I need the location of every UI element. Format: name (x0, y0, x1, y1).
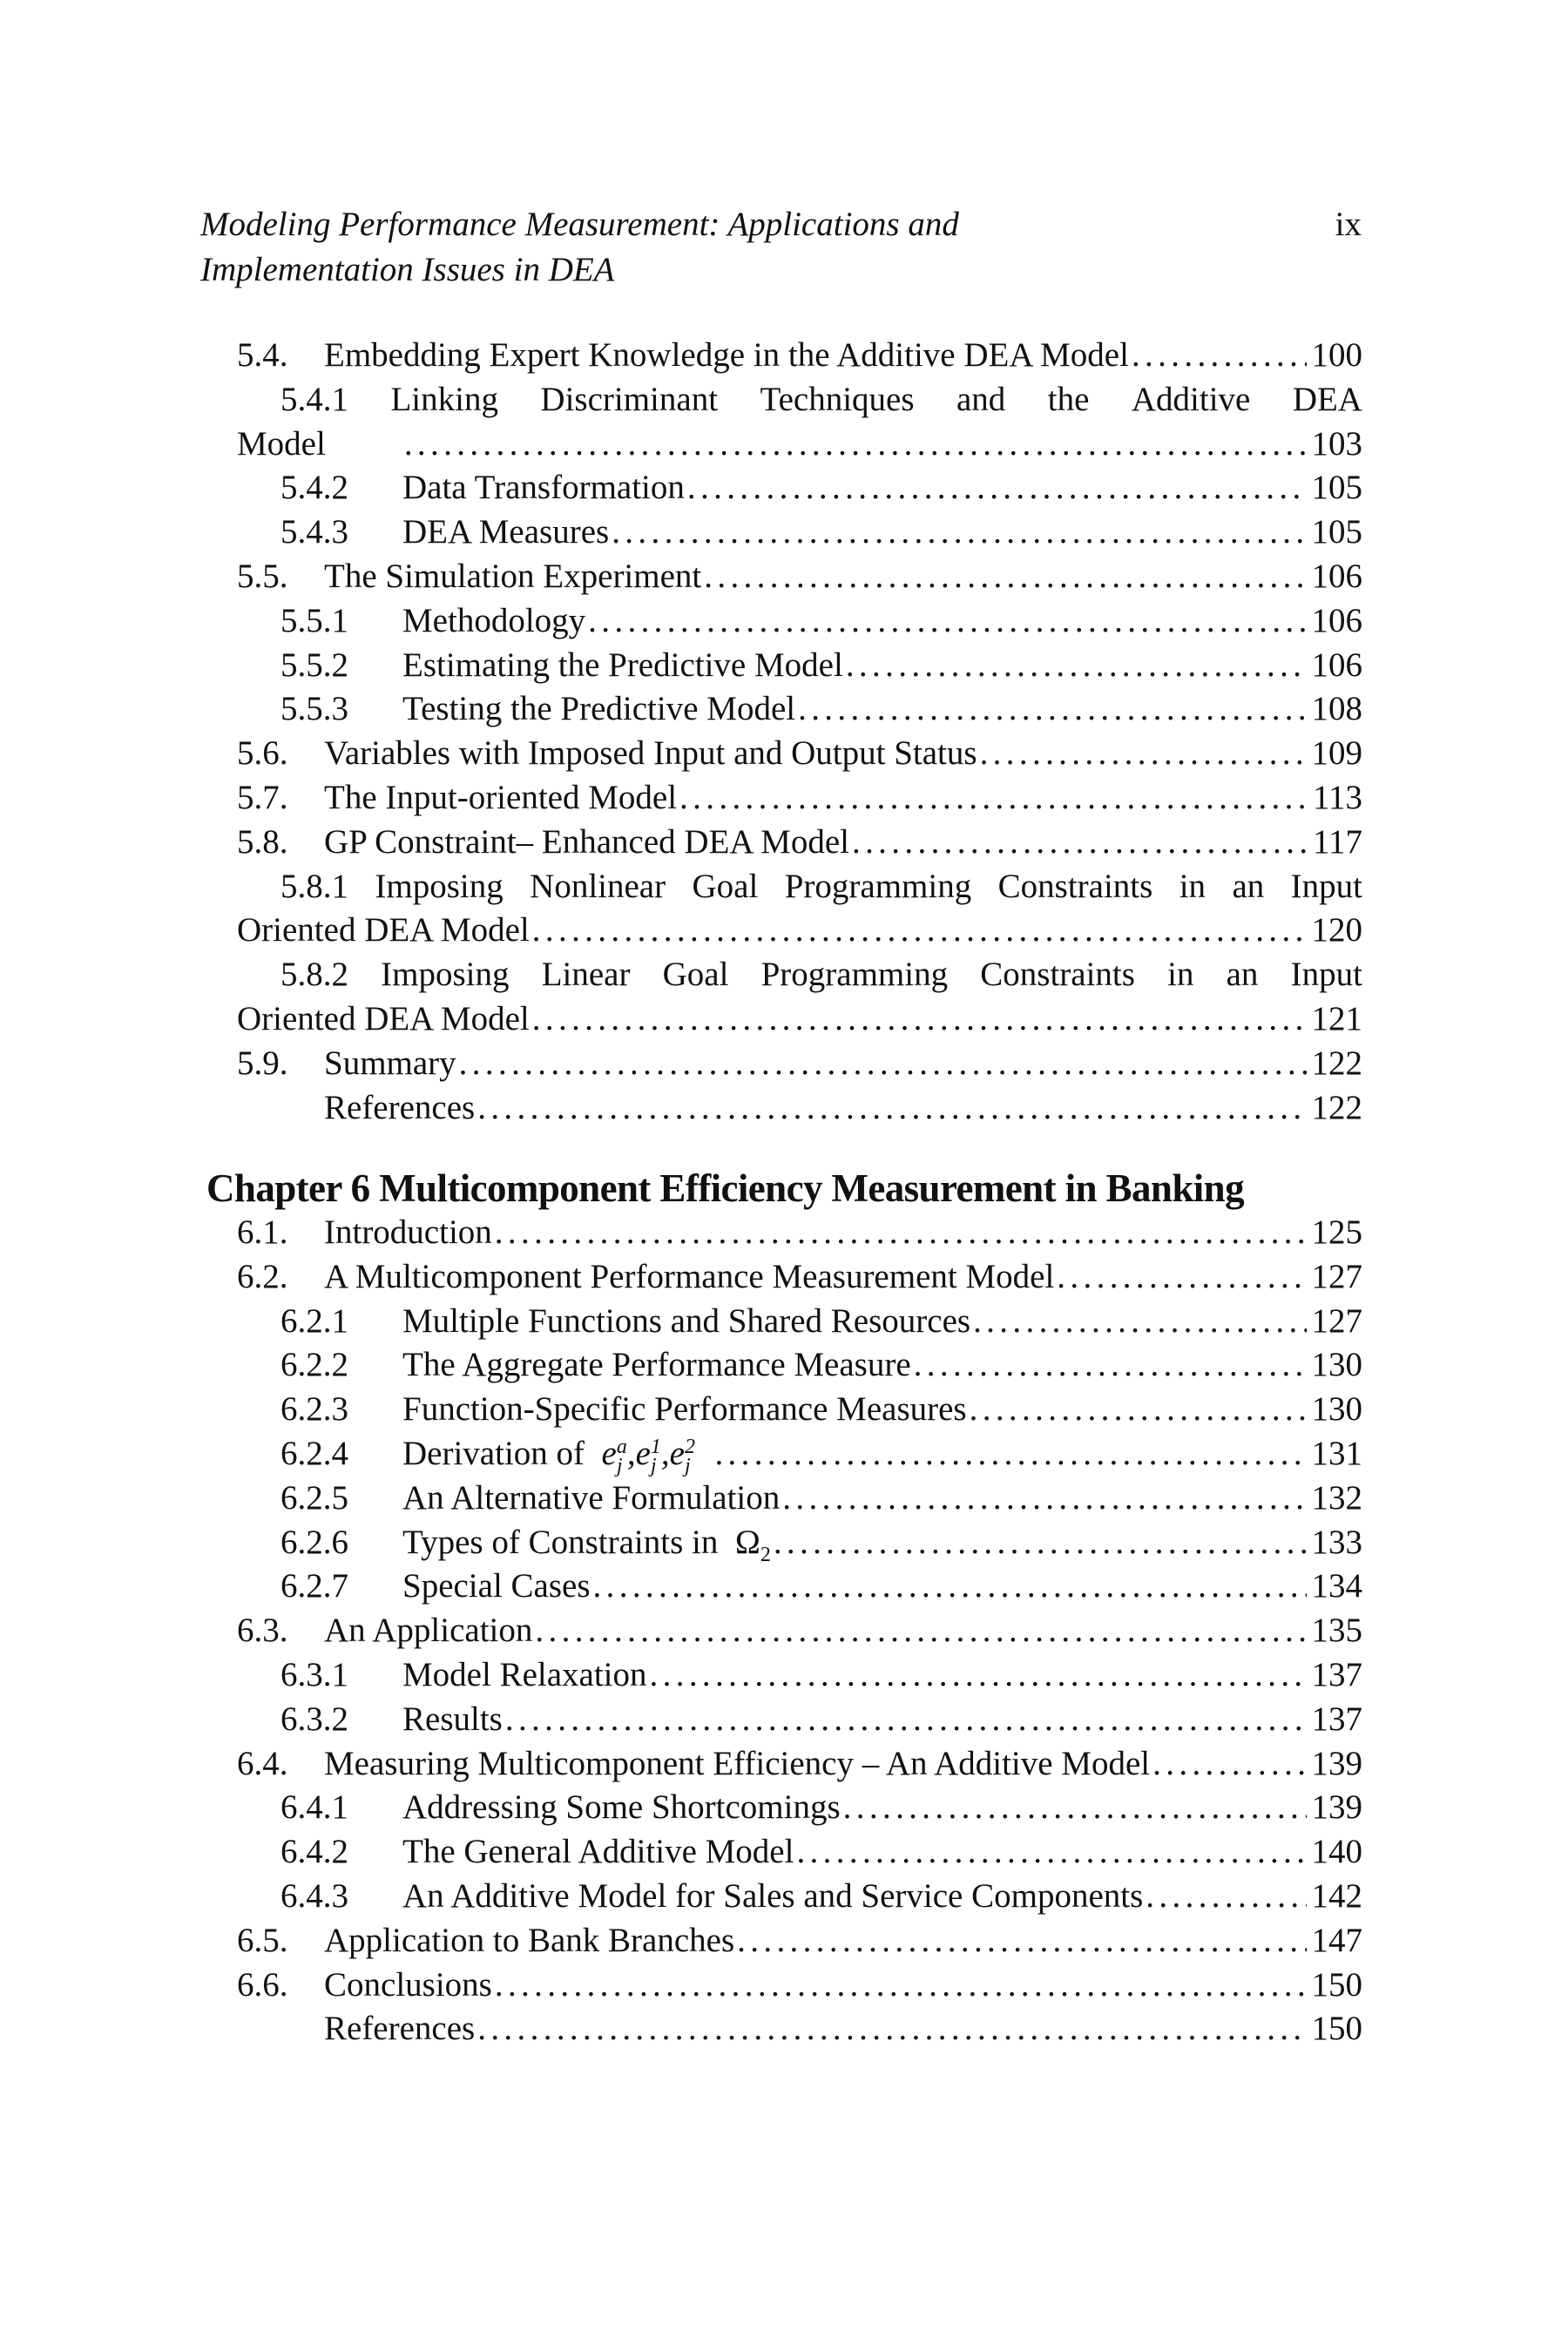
justified-title-line (280, 953, 1362, 997)
page-ref: 113 (1312, 778, 1362, 816)
toc-entry-line (237, 1042, 1362, 1086)
script-stack (685, 1437, 695, 1476)
title-word: Imposing (381, 956, 510, 994)
section-number: 6.2.3 (280, 1390, 348, 1429)
e-1-term (635, 1434, 661, 1478)
dot-leader (532, 909, 1307, 953)
toc-entry-line (280, 687, 1362, 732)
section-number: 5.4.3 (280, 513, 348, 551)
toc-entry-line (280, 1521, 1362, 1565)
toc-entry-line (237, 776, 1362, 821)
title-text: Function-Specific Performance Measures (402, 1390, 967, 1429)
page-ref: 106 (1311, 601, 1362, 639)
dot-leader (532, 997, 1307, 1042)
section-title (402, 687, 798, 732)
toc-entry (237, 2007, 1362, 2051)
toc-entry-line (280, 1698, 1362, 1742)
page-ref: 100 (1311, 336, 1362, 374)
section-title (402, 1653, 650, 1698)
page-ref: 134 (1311, 1567, 1362, 1605)
section-title (402, 1343, 914, 1388)
title-word: Input (1290, 956, 1362, 994)
title-word: Linking (390, 380, 498, 418)
page-ref: 125 (1311, 1213, 1362, 1251)
script-stack (617, 1437, 627, 1476)
section-number: 6.4.2 (280, 1833, 348, 1871)
toc-chapter-6 (237, 1211, 1362, 2051)
section-number: 6.6. (237, 1965, 288, 2004)
section-number (237, 1086, 324, 1131)
title-text: The Aggregate Performance Measure (402, 1346, 911, 1384)
toc-entry-line (280, 1875, 1362, 1919)
title-text: Methodology (402, 601, 586, 639)
section-number: 5.4. (237, 336, 288, 374)
title-word: an (1226, 956, 1259, 994)
toc-entry-wrapped-first-line (237, 865, 1362, 909)
section-number: 5.5.2 (280, 645, 348, 684)
title-text: Conclusions (324, 1965, 492, 2004)
page-ref: 130 (1311, 1346, 1362, 1384)
toc-entry-line (237, 1609, 1362, 1653)
toc-entry (237, 1565, 1362, 1609)
toc-entry (237, 1609, 1362, 1653)
toc-entry (237, 1521, 1362, 1565)
section-number: 6.2.5 (280, 1478, 348, 1517)
section-number: 6.5. (237, 1921, 288, 1959)
title-word: Goal (662, 956, 729, 994)
running-header-line-2: Implementation Issues in DEA (200, 251, 615, 288)
section-number: 6.3. (237, 1612, 288, 1650)
e-a-term (601, 1434, 627, 1478)
title-word: Constraints (997, 867, 1153, 905)
title-text: Application to Bank Branches (324, 1921, 735, 1959)
dot-leader (1152, 1742, 1307, 1787)
title-text: Types of Constraints in (402, 1523, 719, 1561)
page-ref: 142 (1311, 1876, 1362, 1915)
title-word: an (1232, 867, 1265, 905)
dot-leader (970, 1388, 1307, 1432)
title-text: The Simulation Experiment (324, 557, 702, 595)
dot-leader (846, 644, 1307, 688)
section-number: 5.6. (237, 734, 288, 773)
dot-leader (914, 1343, 1307, 1388)
page-ref: 109 (1311, 734, 1362, 773)
section-title (402, 1521, 774, 1565)
section-number: 5.4.1 (280, 380, 348, 418)
dot-leader (1057, 1255, 1307, 1300)
dot-leader (1132, 334, 1307, 378)
dot-leader (404, 422, 1307, 467)
section-title (324, 732, 980, 776)
section-number: 5.8. (237, 822, 288, 861)
toc-entry (237, 1042, 1362, 1086)
dot-leader (505, 1698, 1307, 1742)
section-number: 6.4.1 (280, 1788, 348, 1827)
toc-entry-line (280, 1830, 1362, 1875)
title-word: Input (1290, 867, 1362, 905)
toc-entry-line (237, 997, 1362, 1042)
toc-entry-line (237, 1742, 1362, 1787)
title-word: Techniques (760, 380, 915, 418)
omega-symbol (734, 1523, 771, 1566)
title-word: Programming (784, 867, 972, 905)
dot-leader (980, 732, 1307, 776)
title-word: Goal (692, 867, 759, 905)
superscript: 1 (650, 1436, 661, 1459)
section-number: 5.5.3 (280, 690, 348, 728)
title-word: Linear (541, 956, 631, 994)
title-text: Introduction (324, 1213, 492, 1251)
toc-entry (237, 1086, 1362, 1131)
omega-subscript: 2 (760, 1543, 771, 1566)
toc-entry-line (237, 1211, 1362, 1255)
toc-entry (237, 555, 1362, 599)
toc-entry (237, 1211, 1362, 1255)
section-number: 6.1. (237, 1213, 288, 1251)
section-number (237, 2007, 324, 2051)
title-text: Testing the Predictive Model (402, 690, 796, 728)
section-number: 5.5. (237, 557, 288, 595)
section-title (402, 1388, 970, 1432)
toc-entry (237, 1653, 1362, 1698)
toc-entry-line (280, 1343, 1362, 1388)
toc-entry-wrapped-first-line (237, 378, 1362, 422)
page-ref: 105 (1311, 513, 1362, 551)
toc-entry-line (280, 644, 1362, 688)
title-word: Nonlinear (530, 867, 666, 905)
toc-entry (237, 821, 1362, 865)
subscript: j (650, 1455, 657, 1478)
title-word: Additive (1131, 380, 1251, 418)
title-text: Measuring Multicomponent Efficiency – An Additive Model (324, 1744, 1151, 1782)
toc-entry-continuation (237, 909, 1362, 953)
section-title (324, 1255, 1057, 1300)
dot-leader (1146, 1875, 1307, 1919)
dot-leader (593, 1565, 1307, 1609)
efficiency-symbols (601, 1434, 695, 1478)
toc-entry-line (280, 1432, 1362, 1477)
dot-leader (650, 1653, 1307, 1698)
toc-entry-line (280, 1477, 1362, 1521)
section-title (324, 555, 704, 599)
section-number: 6.2. (237, 1257, 288, 1295)
toc-entry-continuation (237, 422, 1362, 467)
page-ref: 108 (1311, 690, 1362, 728)
dot-leader (798, 687, 1307, 732)
superscript: 2 (684, 1436, 695, 1459)
section-title (324, 821, 852, 865)
toc-entry-line (237, 555, 1362, 599)
section-number: 5.7. (237, 778, 288, 816)
section-number: 6.2.6 (280, 1523, 348, 1561)
title-text: Multiple Functions and Shared Resources (402, 1301, 971, 1340)
page-ref: 132 (1311, 1478, 1362, 1517)
subscript: j (616, 1455, 623, 1478)
section-number: 6.4.3 (280, 1876, 348, 1915)
toc-entry (237, 1698, 1362, 1742)
script-stack (651, 1437, 661, 1476)
chapter-heading: Chapter 6 Multicomponent Efficiency Measurement in Banking (206, 1166, 1245, 1210)
section-number: 6.2.2 (280, 1346, 348, 1384)
toc-entry (237, 1477, 1362, 1521)
title-text: Variables with Imposed Input and Output Status (324, 734, 977, 773)
section-number: 5.8.1 (280, 867, 348, 905)
dot-leader (612, 510, 1307, 555)
e-letter: e (635, 1434, 651, 1472)
page-ref: 139 (1311, 1788, 1362, 1827)
comma-separator: , (660, 1434, 670, 1472)
title-text: Special Cases (402, 1567, 591, 1605)
toc-entry-line (280, 1300, 1362, 1344)
toc-entry-line (237, 422, 1362, 467)
toc-entry (237, 1786, 1362, 1830)
title-word: in (1179, 867, 1206, 905)
toc-entry-line (237, 1086, 1362, 1131)
dot-leader (796, 1830, 1307, 1875)
dot-leader (679, 776, 1307, 821)
title-text: Results (402, 1700, 503, 1738)
toc-entry-line (237, 732, 1362, 776)
dot-leader (782, 1477, 1307, 1521)
page-ref: 131 (1311, 1434, 1362, 1472)
subscript: j (684, 1455, 691, 1478)
toc-entry (237, 1830, 1362, 1875)
page-ref: 106 (1311, 557, 1362, 595)
dot-leader (495, 1963, 1307, 2008)
e-letter: e (601, 1434, 617, 1472)
title-word: DEA (1292, 380, 1362, 418)
toc-entry-line (280, 1388, 1362, 1432)
section-number: 5.9. (237, 1044, 288, 1082)
title-text: References (324, 2010, 476, 2048)
page-ref: 117 (1312, 822, 1362, 861)
section-number: 5.8.2 (280, 956, 348, 994)
title-word: Programming (760, 956, 949, 994)
section-title (402, 1698, 505, 1742)
section-title (402, 466, 687, 510)
dot-leader (477, 2007, 1307, 2051)
page-ref: 120 (1311, 911, 1362, 950)
title-text: DEA Measures (402, 513, 610, 551)
page-number: ix (1335, 206, 1362, 243)
toc-entry-line (237, 1255, 1362, 1300)
page-ref: 147 (1311, 1921, 1362, 1959)
section-title (402, 1875, 1146, 1919)
page-ref: 133 (1311, 1523, 1362, 1561)
title-word: Constraints (980, 956, 1135, 994)
toc-section-5-continued (237, 334, 1362, 1130)
comma-separator: , (626, 1434, 636, 1472)
section-title-continued: Oriented DEA Model (237, 999, 530, 1037)
section-title (324, 1211, 495, 1255)
toc-entry-line (280, 1653, 1362, 1698)
dot-leader (973, 1300, 1307, 1344)
dot-leader (843, 1786, 1307, 1830)
section-number: 6.3.2 (280, 1700, 348, 1738)
section-title-continued: Oriented DEA Model (237, 911, 530, 950)
toc-entry-line (280, 1565, 1362, 1609)
section-number: 6.2.1 (280, 1301, 348, 1340)
toc-entry (237, 1300, 1362, 1344)
e-2-term (669, 1434, 695, 1478)
section-number: 5.4.2 (280, 469, 348, 507)
section-title (402, 510, 612, 555)
dot-leader (774, 1521, 1307, 1565)
toc-entry-line (280, 1786, 1362, 1830)
title-word: Imposing (375, 867, 504, 905)
toc-entry (237, 776, 1362, 821)
page-ref: 140 (1311, 1833, 1362, 1871)
toc-entry (237, 1388, 1362, 1432)
title-text: Estimating the Predictive Model (402, 645, 843, 684)
page-ref: 150 (1311, 1965, 1362, 2004)
toc-entry-line (237, 909, 1362, 953)
page-ref: 135 (1311, 1612, 1362, 1650)
title-text: An Alternative Formulation (402, 1478, 781, 1517)
omega-letter: Ω (734, 1523, 760, 1561)
page-ref: 122 (1311, 1088, 1362, 1126)
toc-entry (237, 732, 1362, 776)
toc-entry (237, 687, 1362, 732)
section-title-continued: Model (237, 424, 326, 463)
toc-entry (237, 334, 1362, 378)
toc-entry (237, 1963, 1362, 2008)
toc-entry (237, 1742, 1362, 1787)
dot-leader (459, 1042, 1307, 1086)
toc-entry-wrapped-first-line (237, 953, 1362, 997)
title-text: Summary (324, 1044, 456, 1082)
dot-leader (477, 1086, 1307, 1131)
title-text: Data Transformation (402, 469, 685, 507)
dot-leader (737, 1919, 1307, 1963)
section-title (324, 1042, 459, 1086)
section-title (324, 1086, 477, 1131)
section-title (324, 1742, 1152, 1787)
justified-title-line (280, 865, 1362, 909)
toc-entry (237, 1343, 1362, 1388)
section-title (402, 1300, 973, 1344)
page-ref: 105 (1311, 469, 1362, 507)
title-text: Embedding Expert Knowledge in the Additive DEA Model (324, 336, 1129, 374)
toc-entry (237, 1255, 1362, 1300)
page-ref: 121 (1311, 999, 1362, 1037)
section-title (402, 1432, 714, 1477)
dot-leader (495, 1211, 1307, 1255)
title-text: References (324, 1088, 476, 1126)
page-ref: 122 (1311, 1044, 1362, 1082)
dot-leader (535, 1609, 1307, 1653)
title-text: Model Relaxation (402, 1655, 647, 1693)
title-word: in (1167, 956, 1194, 994)
page-ref: 127 (1311, 1301, 1362, 1340)
toc-entry (237, 1919, 1362, 1963)
section-title (324, 1919, 737, 1963)
toc-entry-line (237, 1919, 1362, 1963)
toc-entry (237, 1875, 1362, 1919)
section-number: 6.2.4 (280, 1434, 348, 1472)
page-ref: 106 (1311, 645, 1362, 684)
toc-entry-line (280, 466, 1362, 510)
page-ref: 139 (1311, 1744, 1362, 1782)
title-word: Discriminant (540, 380, 719, 418)
superscript: a (616, 1436, 627, 1459)
section-number: 6.3.1 (280, 1655, 348, 1693)
title-text: An Application (324, 1612, 533, 1650)
section-title (402, 644, 846, 688)
dot-leader (588, 599, 1307, 644)
title-text: Addressing Some Shortcomings (402, 1788, 841, 1827)
toc-entry-continuation (237, 997, 1362, 1042)
section-title (402, 1830, 796, 1875)
e-letter: e (669, 1434, 685, 1472)
section-title (324, 1609, 535, 1653)
section-title (324, 334, 1132, 378)
toc-entry-line (237, 821, 1362, 865)
title-word: and (956, 380, 1006, 418)
toc-entry (237, 466, 1362, 510)
section-title (402, 1786, 843, 1830)
title-text: Derivation of (402, 1434, 585, 1472)
section-title (324, 2007, 477, 2051)
dot-leader (852, 821, 1307, 865)
title-text: The Input-oriented Model (324, 778, 678, 816)
page-ref: 103 (1311, 424, 1362, 463)
page-ref: 127 (1311, 1257, 1362, 1295)
toc-entry-line (280, 599, 1362, 644)
title-text: GP Constraint– Enhanced DEA Model (324, 822, 849, 861)
toc-entry (237, 644, 1362, 688)
toc-entry (237, 1432, 1362, 1477)
dot-leader (704, 555, 1307, 599)
section-title (402, 1477, 782, 1521)
section-title (324, 1963, 495, 2008)
section-title (324, 776, 679, 821)
section-number: 6.4. (237, 1744, 288, 1782)
toc-entry-line (237, 1963, 1362, 2008)
dot-leader (714, 1432, 1307, 1477)
section-title (402, 1565, 593, 1609)
running-header-line-1: Modeling Performance Measurement: Applications and (200, 206, 959, 243)
toc-entry (237, 510, 1362, 555)
title-word: the (1047, 380, 1090, 418)
page-ref: 130 (1311, 1390, 1362, 1429)
toc-entry-line (237, 334, 1362, 378)
page-ref: 137 (1311, 1655, 1362, 1693)
toc-entry-line (237, 2007, 1362, 2051)
title-text: The General Additive Model (402, 1833, 794, 1871)
justified-title-line (280, 378, 1362, 422)
dot-leader (687, 466, 1307, 510)
running-header (200, 202, 1071, 293)
toc-entry-line (280, 510, 1362, 555)
section-title (402, 599, 588, 644)
section-number: 6.2.7 (280, 1567, 348, 1605)
title-text: An Additive Model for Sales and Service Components (402, 1876, 1144, 1915)
title-text: A Multicomponent Performance Measurement Model (324, 1257, 1055, 1295)
page-ref: 137 (1311, 1700, 1362, 1738)
page-ref: 150 (1311, 2010, 1362, 2048)
section-number: 5.5.1 (280, 601, 348, 639)
toc-entry (237, 599, 1362, 644)
